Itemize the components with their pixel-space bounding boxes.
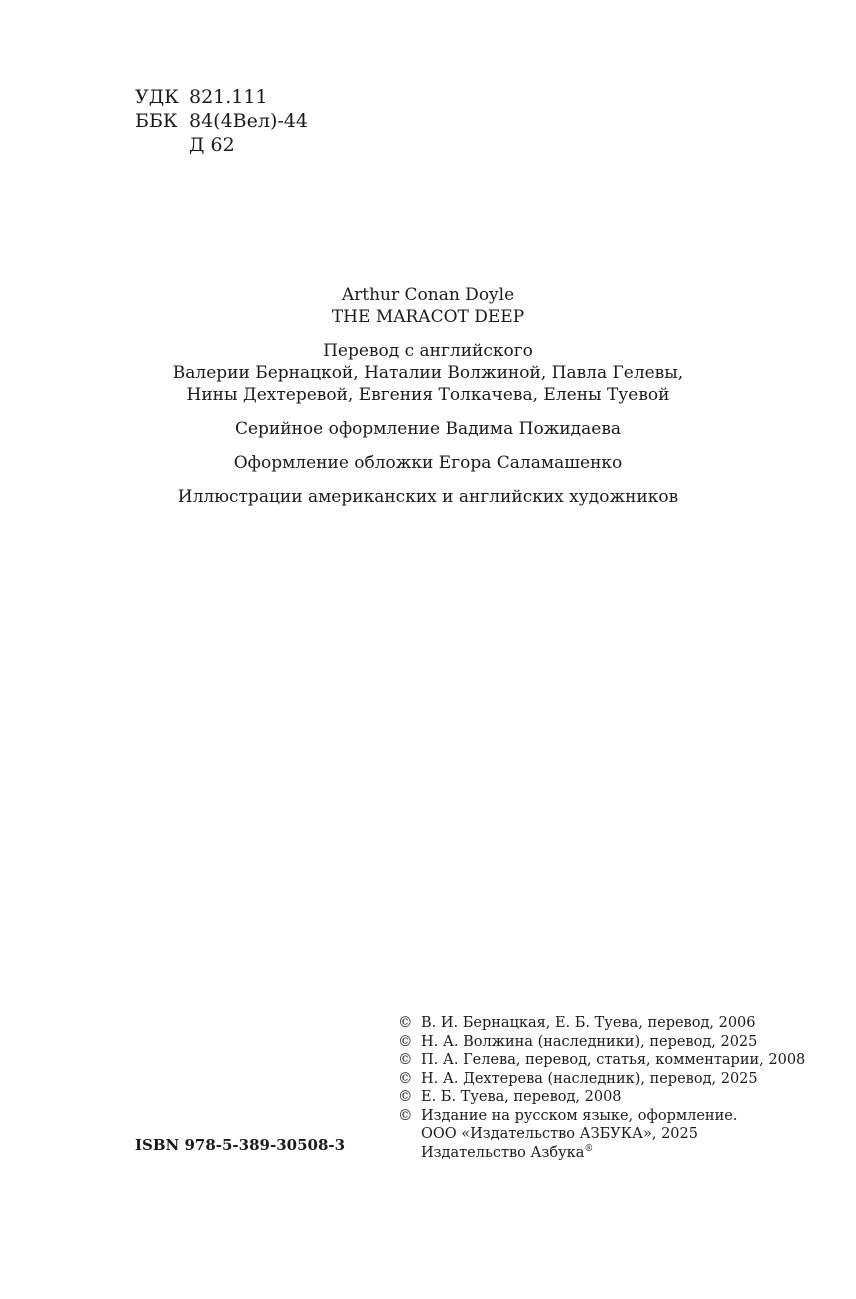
copyright-line: © П. А. Гелева, перевод, статья, комментарии, 2008	[398, 1052, 806, 1068]
copyright-symbol: ©	[398, 1052, 413, 1068]
isbn: ISBN 978-5-389-30508-3	[135, 1136, 346, 1154]
translation-heading: Перевод с английского	[323, 341, 533, 361]
copyright-line: © Н. А. Дехтерева (наследник), перевод, 2025	[398, 1070, 758, 1087]
cover-design-credit: Оформление обложки Егора Саламашенко	[233, 453, 623, 473]
udk-label: УДК	[135, 86, 179, 108]
copyright-line: © Н. А. Волжина (наследники), перевод, 2025	[398, 1033, 758, 1050]
classification-block	[135, 85, 308, 157]
imprint-name: Издательство Азбука	[421, 1144, 585, 1161]
copyright-symbol: ©	[398, 1070, 413, 1087]
original-title: THE MARACOT DEEP	[331, 307, 525, 327]
bbk-row	[135, 109, 308, 133]
series-design-credit: Серийное оформление Вадима Пожидаева	[234, 419, 622, 439]
udk-value: 821.111	[189, 86, 268, 108]
copyright-symbol: ©	[398, 1033, 413, 1050]
copyright-line: © Издание на русском языке, оформление.	[398, 1107, 738, 1124]
copyright-block	[398, 1014, 805, 1162]
copyright-symbol: ©	[398, 1107, 413, 1124]
copyright-symbol: ©	[398, 1089, 413, 1105]
translators-line-2: Нины Дехтеревой, Евгения Толкачева, Елены Туевой	[186, 385, 670, 405]
bbk-label: ББК	[135, 110, 178, 132]
copyright-line: © В. И. Бернацкая, Е. Б. Туева, перевод, 2006	[398, 1015, 756, 1031]
original-author: Arthur Conan Doyle	[341, 285, 515, 305]
publisher-line: ООО «Издательство АЗБУКА», 2025	[421, 1126, 698, 1142]
illustrations-credit: Иллюстрации американских и английских художников	[177, 487, 679, 507]
copyright-line: © Е. Б. Туева, перевод, 2008	[398, 1089, 622, 1105]
translators-line-1: Валерии Бернацкой, Наталии Волжиной, Павла Гелевы,	[172, 363, 684, 383]
udk-row	[135, 85, 308, 109]
imprint-line	[398, 1144, 805, 1163]
registered-mark: ®	[584, 1143, 594, 1154]
credits-block	[0, 284, 856, 508]
copyright-symbol: ©	[398, 1015, 413, 1031]
bbk-value: 84(4Вел)-44	[189, 110, 308, 132]
author-mark: Д 62	[189, 134, 235, 156]
